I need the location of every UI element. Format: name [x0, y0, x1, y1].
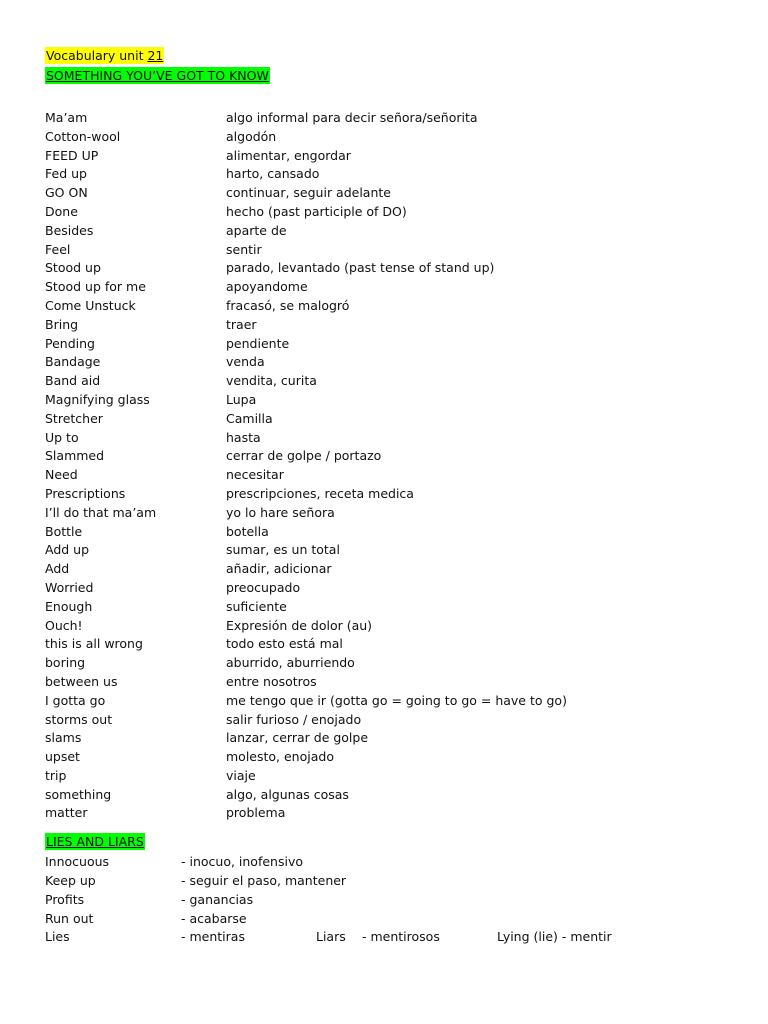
section-title-line-2 [45, 833, 735, 853]
vocab-row [45, 259, 735, 278]
vocab-term: Fed up [45, 166, 87, 182]
vocab-definition: continuar, seguir adelante [226, 185, 391, 201]
vocab-definition: botella [226, 523, 269, 539]
vocab-term: upset [45, 749, 80, 765]
vocab-row [45, 447, 735, 466]
vocab-term: Ma’am [45, 110, 88, 125]
lies-term: Keep up [45, 873, 96, 889]
vocab-term: trip [45, 767, 67, 783]
vocab-row [45, 109, 735, 128]
vocab-row [45, 635, 735, 654]
vocab-term: Done [45, 203, 78, 219]
vocab-row [45, 804, 735, 823]
vocab-definition: harto, cansado [226, 166, 320, 182]
vocab-definition: lanzar, cerrar de golpe [226, 730, 369, 746]
vocab-term: FEED UP [45, 147, 99, 163]
vocab-definition: añadir, adicionar [226, 561, 332, 577]
vocab-term: Slammed [45, 448, 105, 464]
vocab-term: Add up [45, 542, 90, 558]
vocab-term: Feel [45, 241, 71, 257]
vocab-definition: apoyandome [226, 279, 308, 295]
lies-term: Profits [45, 891, 85, 907]
vocab-row [45, 147, 735, 166]
lies-definition: - acabarse [181, 910, 247, 926]
lies-term: Innocuous [45, 854, 110, 870]
title-line [45, 47, 735, 67]
vocab-definition: pendiente [226, 335, 290, 351]
vocab-definition: todo esto está mal [226, 636, 343, 652]
lies-row [45, 928, 735, 947]
vocabulary-list [45, 109, 735, 823]
vocab-row [45, 335, 735, 354]
lies-definition: - inocuo, inofensivo [181, 854, 304, 870]
lies-extra-definition: - mentirosos [362, 929, 440, 945]
vocab-definition: viaje [226, 767, 256, 783]
vocab-row [45, 241, 735, 260]
vocab-term: Pending [45, 335, 95, 351]
vocab-definition: aparte de [226, 222, 287, 238]
vocab-row [45, 485, 735, 504]
vocab-definition: cerrar de golpe / portazo [226, 448, 382, 464]
vocab-term: Bring [45, 316, 79, 332]
vocab-definition: necesitar [226, 467, 284, 483]
unit-number: 21 [147, 48, 164, 63]
vocab-definition: alimentar, engordar [226, 147, 351, 163]
vocab-term: matter [45, 805, 88, 821]
vocab-row [45, 579, 735, 598]
vocab-definition: vendita, curita [226, 373, 317, 389]
vocab-row [45, 692, 735, 711]
vocab-row [45, 222, 735, 241]
vocab-term: Ouch! [45, 617, 83, 633]
vocabulary-title [45, 47, 164, 64]
vocab-row [45, 617, 735, 636]
vocab-definition: hecho (past participle of DO) [226, 203, 407, 219]
vocab-term: Bottle [45, 523, 83, 539]
vocab-term: I gotta go [45, 692, 106, 708]
vocab-row [45, 541, 735, 560]
vocab-term: between us [45, 673, 118, 689]
vocab-definition: hasta [226, 429, 261, 445]
vocab-row [45, 184, 735, 203]
vocab-term: Up to [45, 429, 79, 445]
vocab-term: Stretcher [45, 410, 103, 426]
vocab-definition: prescripciones, receta medica [226, 485, 414, 501]
vocab-row [45, 278, 735, 297]
vocab-row [45, 560, 735, 579]
vocab-definition: venda [226, 354, 265, 370]
vocab-row [45, 410, 735, 429]
vocab-term: Need [45, 467, 78, 483]
vocab-term: Besides [45, 222, 94, 238]
vocab-definition: sumar, es un total [226, 542, 340, 558]
vocab-row [45, 203, 735, 222]
lies-term: Lies [45, 929, 70, 945]
vocab-term: Enough [45, 598, 93, 614]
vocab-term: slams [45, 730, 82, 746]
vocab-definition: suficiente [226, 598, 287, 614]
vocab-definition: molesto, enojado [226, 749, 334, 765]
vocab-row [45, 504, 735, 523]
vocab-definition: fracasó, se malogró [226, 297, 350, 313]
vocab-definition: traer [226, 316, 257, 332]
vocab-term: Magnifying glass [45, 391, 150, 407]
vocab-definition: salir furioso / enojado [226, 711, 362, 727]
vocab-row [45, 654, 735, 673]
vocab-row [45, 372, 735, 391]
vocab-term: boring [45, 655, 86, 671]
document-page [45, 47, 735, 947]
vocab-term: Cotton-wool [45, 128, 121, 144]
vocab-definition: Expresión de dolor (au) [226, 617, 373, 633]
vocab-term: this is all wrong [45, 636, 143, 652]
vocab-row [45, 353, 735, 372]
vocab-term: Prescriptions [45, 485, 126, 501]
vocab-row [45, 165, 735, 184]
vocab-definition: problema [226, 805, 286, 821]
vocab-term: Worried [45, 579, 94, 595]
vocab-definition: parado, levantado (past tense of stand up) [226, 260, 495, 276]
vocab-row [45, 297, 735, 316]
lies-extra-note: Lying (lie) - mentir [497, 929, 612, 945]
vocab-row [45, 786, 735, 805]
vocab-row [45, 767, 735, 786]
vocab-term: something [45, 786, 112, 802]
vocab-definition: aburrido, aburriendo [226, 655, 355, 671]
vocab-definition: entre nosotros [226, 673, 317, 689]
lies-list [45, 853, 735, 947]
vocab-definition: algo, algunas cosas [226, 786, 349, 802]
vocab-definition: Camilla [226, 410, 273, 426]
vocab-row [45, 673, 735, 692]
section-title-line [45, 67, 735, 87]
lies-row [45, 910, 735, 929]
lies-row [45, 891, 735, 910]
lies-row [45, 872, 735, 891]
vocab-row [45, 391, 735, 410]
vocab-term: Stood up for me [45, 279, 146, 295]
vocab-row [45, 711, 735, 730]
vocab-definition: algodón [226, 128, 277, 144]
lies-extra-term: Liars [316, 929, 346, 945]
vocab-definition: sentir [226, 241, 262, 257]
title-prefix: Vocabulary unit [46, 48, 148, 63]
vocab-row [45, 466, 735, 485]
vocab-row [45, 523, 735, 542]
vocab-definition: algo informal para decir señora/señorita [226, 110, 478, 125]
vocab-term: storms out [45, 711, 113, 727]
vocab-term: I’ll do that ma’am [45, 504, 157, 520]
vocab-definition: me tengo que ir (gotta go = going to go = have to go) [226, 692, 567, 708]
vocab-row [45, 748, 735, 767]
section-title-lies: LIES AND LIARS [46, 834, 144, 850]
lies-definition: - ganancias [181, 891, 254, 907]
vocab-row [45, 128, 735, 147]
vocab-definition: Lupa [226, 391, 257, 407]
vocab-term: Stood up [45, 260, 101, 276]
vocab-row [45, 316, 735, 335]
vocab-row [45, 598, 735, 617]
lies-definition: - seguir el paso, mantener [181, 873, 347, 889]
lies-section [45, 833, 735, 947]
section-title-something: SOMETHING YOU’VE GOT TO KNOW [46, 68, 269, 83]
vocab-definition: preocupado [226, 579, 301, 595]
vocab-definition: yo lo hare señora [226, 504, 335, 520]
vocab-term: GO ON [45, 185, 88, 201]
vocab-row [45, 729, 735, 748]
vocab-row [45, 429, 735, 448]
lies-row [45, 853, 735, 872]
lies-definition: - mentiras [181, 929, 245, 945]
vocab-term: Band aid [45, 373, 101, 389]
lies-term: Run out [45, 910, 94, 926]
vocab-term: Bandage [45, 354, 101, 370]
vocab-term: Come Unstuck [45, 297, 136, 313]
vocab-term: Add [45, 561, 70, 577]
